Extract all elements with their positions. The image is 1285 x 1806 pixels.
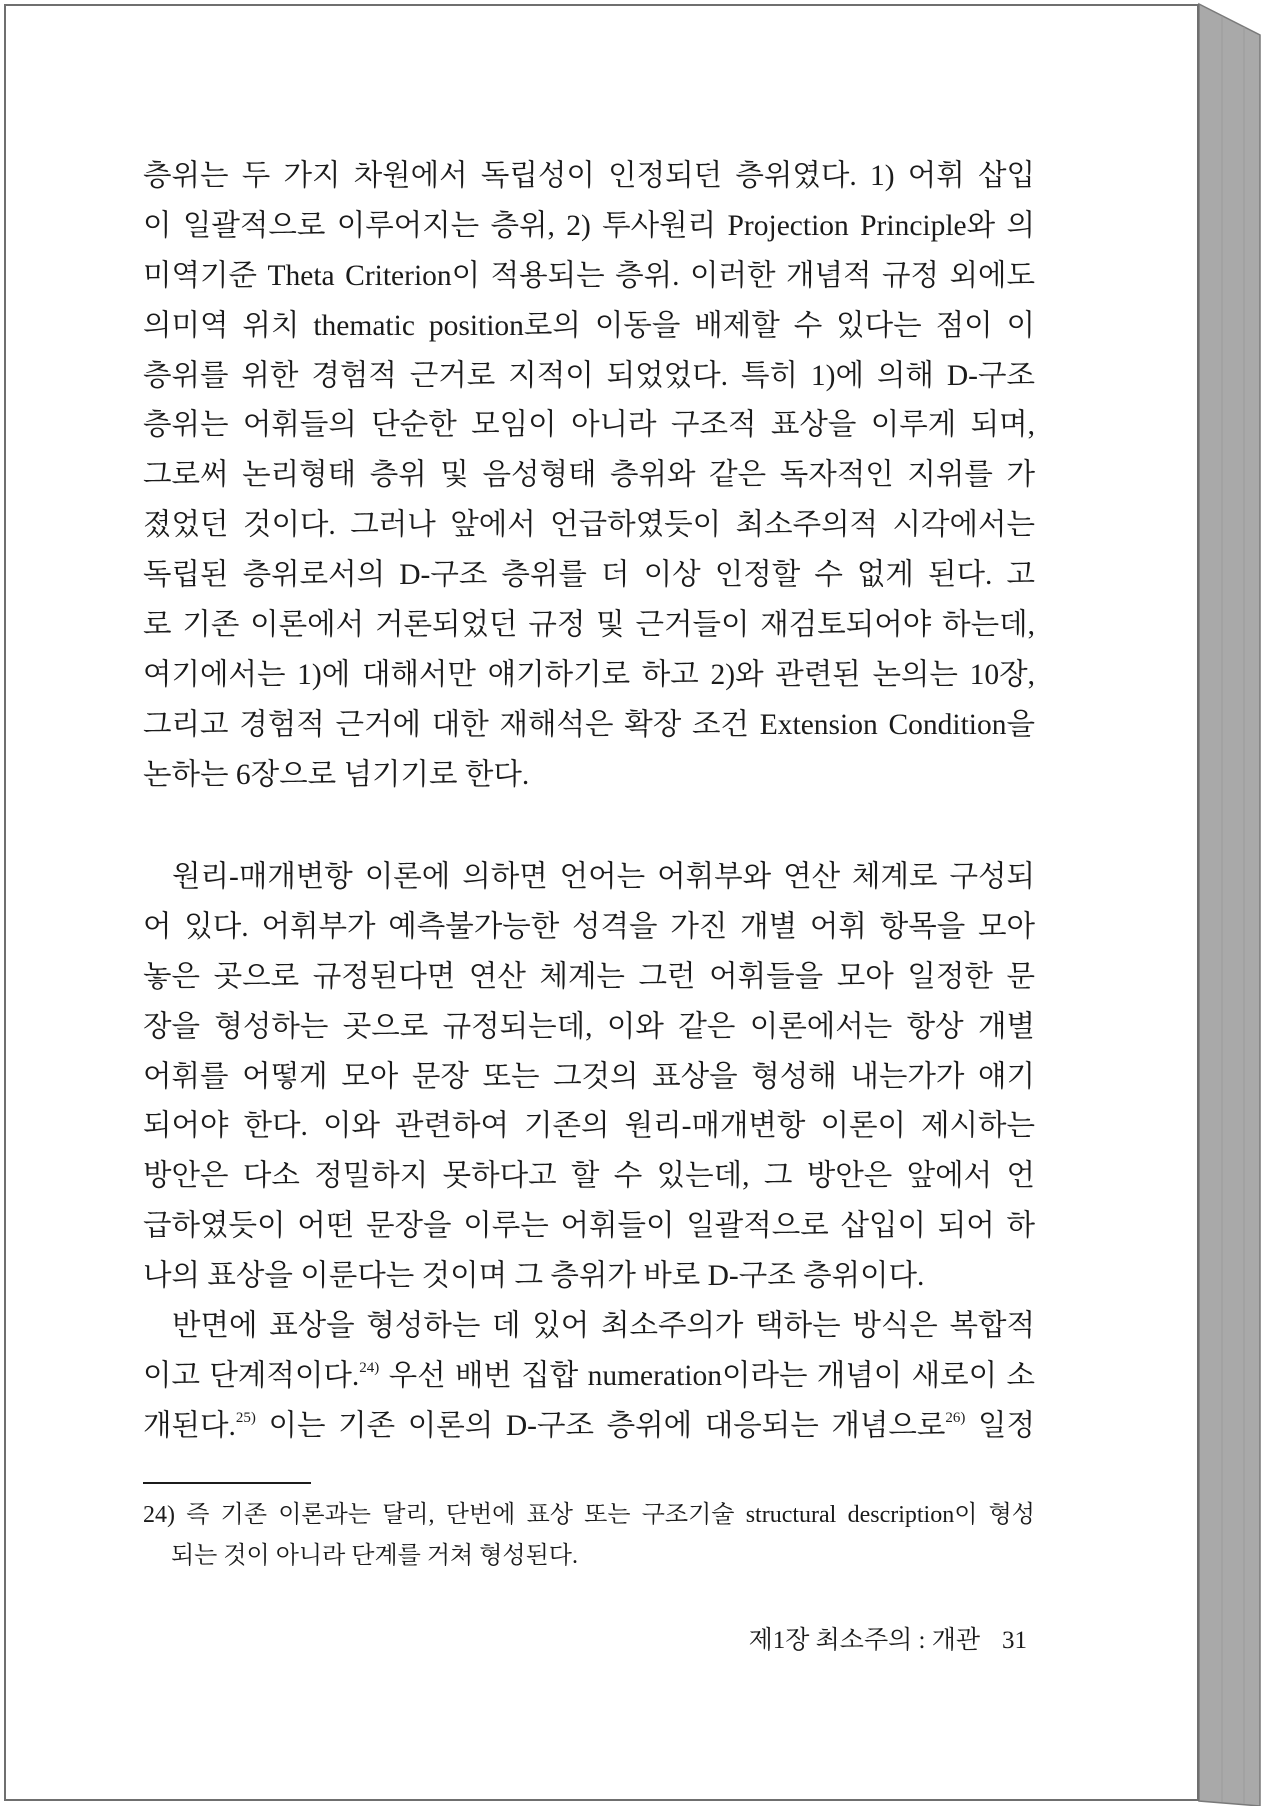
text-line <box>143 1352 1035 1402</box>
text-line: 그리고 경험적 근거에 대한 재해석은 확장 조건 Extension Condition을 <box>143 708 1035 741</box>
text-line: 나의 표상을 이룬다는 것이며 그 층위가 바로 D-구조 층위이다. <box>143 1260 925 1293</box>
text-segment: 이고 단계적이다. <box>143 1359 360 1392</box>
text-segment: 우선 배번 집합 numeration이라는 개념이 새로이 소 <box>379 1359 1035 1392</box>
text-line: 어 있다. 어휘부가 예측불가능한 성격을 가진 개별 어휘 항목을 모아 <box>143 910 1035 943</box>
text-line: 그로써 논리형태 층위 및 음성형태 층위와 같은 독자적인 지위를 가 <box>143 459 1035 492</box>
text-line: 되어야 한다. 이와 관련하여 기존의 원리-매개변항 이론이 제시하는 <box>143 1110 1035 1143</box>
text-line: 의미역 위치 thematic position로의 이동을 배제할 수 있다는 점이 이 <box>143 309 1035 342</box>
text-line: 졌었던 것이다. 그러나 앞에서 언급하였듯이 최소주의적 시각에서는 <box>143 509 1035 542</box>
text-line: 논하는 6장으로 넘기기로 한다. <box>143 758 530 791</box>
footnote-24 <box>143 1495 1035 1577</box>
text-segment: 이는 기존 이론의 D-구조 층위에 대응되는 개념으로 <box>255 1409 946 1442</box>
running-footer <box>749 1620 1027 1656</box>
text-line: 이 일괄적으로 이루어지는 층위, 2) 투사원리 Projection Principle와 의 <box>143 209 1035 242</box>
chapter-title: 제1장 최소주의 : 개관 <box>748 1627 980 1654</box>
text-line: 층위는 어휘들의 단순한 모임이 아니라 구조적 표상을 이루게 되며, <box>143 409 1035 442</box>
text-segment: 일정 <box>965 1409 1035 1442</box>
paragraph-2 <box>143 853 1035 1452</box>
text-line: 놓은 곳으로 규정된다면 연산 체계는 그런 어휘들을 모아 일정한 문 <box>143 960 1035 993</box>
text-line: 반면에 표상을 형성하는 데 있어 최소주의가 택하는 방식은 복합적 <box>172 1310 1035 1343</box>
footnote-ref-25: 25) <box>235 1409 256 1426</box>
text-segment: 개된다. <box>143 1409 236 1442</box>
page-number: 31 <box>1002 1627 1027 1654</box>
text-line: 급하였듯이 어떤 문장을 이루는 어휘들이 일괄적으로 삽입이 되어 하 <box>143 1210 1035 1243</box>
text-line: 독립된 층위로서의 D-구조 층위를 더 이상 인정할 수 없게 된다. 고 <box>143 559 1035 592</box>
text-line: 어휘를 어떻게 모아 문장 또는 그것의 표상을 형성해 내는가가 얘기 <box>143 1060 1035 1093</box>
text-line: 장을 형성하는 곳으로 규정되는데, 이와 같은 이론에서는 항상 개별 <box>143 1010 1035 1043</box>
text-line: 방안은 다소 정밀하지 못하다고 할 수 있는데, 그 방안은 앞에서 언 <box>143 1160 1035 1193</box>
text-line: 미역기준 Theta Criterion이 적용되는 층위. 이러한 개념적 규정 외에도 <box>143 259 1035 292</box>
text-line <box>143 1402 1035 1452</box>
footnote-line: 24) 즉 기존 이론과는 달리, 단번에 표상 또는 구조기술 structural description이 형성 <box>143 1502 1035 1528</box>
text-line: 여기에서는 1)에 대해서만 얘기하기로 하고 2)와 관련된 논의는 10장, <box>143 658 1035 691</box>
paragraph-1 <box>143 152 1035 801</box>
text-line: 원리-매개변항 이론에 의하면 언어는 어휘부와 연산 체계로 구성되 <box>172 861 1035 893</box>
footnote-rule <box>143 1482 311 1484</box>
footnote-ref-26: 26) <box>945 1409 966 1426</box>
footnote-line: 되는 것이 아니라 단계를 거쳐 형성된다. <box>171 1543 578 1569</box>
text-line: 층위를 위한 경험적 근거로 지적이 되었었다. 특히 1)에 의해 D-구조 <box>143 359 1035 392</box>
footnote-ref-24: 24) <box>359 1359 380 1376</box>
text-line: 층위는 두 가지 차원에서 독립성이 인정되던 층위였다. 1) 어휘 삽입 <box>143 160 1035 192</box>
text-line: 로 기존 이론에서 거론되었던 규정 및 근거들이 재검토되어야 하는데, <box>143 609 1035 642</box>
